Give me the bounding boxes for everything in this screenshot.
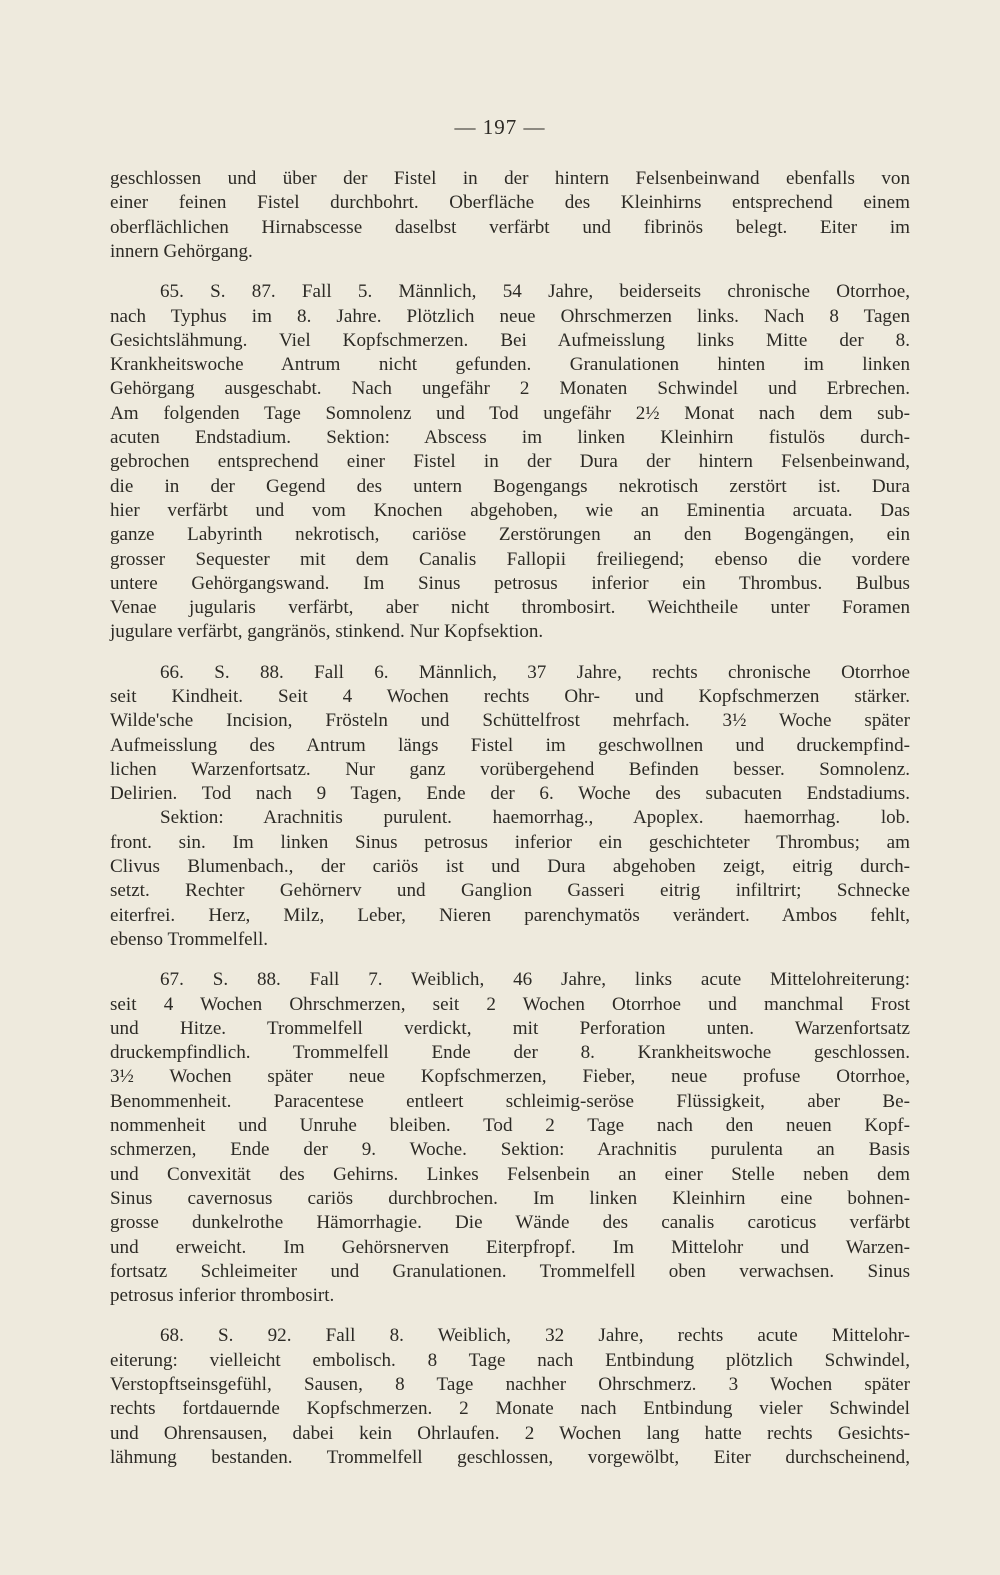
- text-line: Am folgenden Tage Somnolenz und Tod ungefähr 2½ Monat nach dem sub-: [110, 403, 910, 424]
- text-line: schmerzen, Ende der 9. Woche. Sektion: Arachnitis purulenta an Basis: [110, 1139, 910, 1160]
- text-line: grosser Sequester mit dem Canalis Fallopii freiliegend; ebenso die vordere: [110, 549, 910, 570]
- text-line: ebenso Trommelfell.: [110, 929, 269, 950]
- text-line: eiterfrei. Herz, Milz, Leber, Nieren parenchymatös verändert. Ambos fehlt,: [110, 905, 910, 926]
- text-line: ganze Labyrinth nekrotisch, cariöse Zerstörungen an den Bogengängen, ein: [110, 524, 910, 545]
- text-line: innern Gehörgang.: [110, 241, 253, 262]
- text-line: Wilde'sche Incision, Frösteln und Schüttelfrost mehrfach. 3½ Woche später: [110, 710, 910, 731]
- text-line: jugulare verfärbt, gangränös, stinkend. Nur Kopfsektion.: [110, 621, 544, 642]
- text-line: 67. S. 88. Fall 7. Weiblich, 46 Jahre, links acute Mittelohreiterung:: [160, 969, 910, 990]
- text-line: hier verfärbt und vom Knochen abgehoben, wie an Eminentia arcuata. Das: [110, 500, 910, 521]
- text-line: 65. S. 87. Fall 5. Männlich, 54 Jahre, beiderseits chronische Otorrhoe,: [160, 281, 910, 302]
- text-line: Venae jugularis verfärbt, aber nicht thrombosirt. Weichtheile unter Foramen: [110, 597, 910, 618]
- text-line: Krankheitswoche Antrum nicht gefunden. Granulationen hinten im linken: [110, 354, 910, 375]
- text-line: Clivus Blumenbach., der cariös ist und Dura abgehoben zeigt, eitrig durch-: [110, 856, 910, 877]
- text-line: fortsatz Schleimeiter und Granulationen. Trommelfell oben verwachsen. Sinus: [110, 1261, 910, 1282]
- text-line: und erweicht. Im Gehörsnerven Eiterpfropf. Im Mittelohr und Warzen-: [110, 1237, 910, 1258]
- text-line: einer feinen Fistel durchbohrt. Oberfläche des Kleinhirns entsprechend einem: [110, 192, 910, 213]
- text-line: gebrochen entsprechend einer Fistel in der Dura der hintern Felsenbeinwand,: [110, 451, 910, 472]
- text-line: Delirien. Tod nach 9 Tagen, Ende der 6. Woche des subacuten Endstadiums.: [110, 783, 910, 804]
- text-line: Gesichtslähmung. Viel Kopfschmerzen. Bei Aufmeisslung links Mitte der 8.: [110, 330, 910, 351]
- text-line: setzt. Rechter Gehörnerv und Ganglion Gasseri eitrig infiltrirt; Schnecke: [110, 880, 910, 901]
- text-line: untere Gehörgangswand. Im Sinus petrosus inferior ein Thrombus. Bulbus: [110, 573, 910, 594]
- text-line: lichen Warzenfortsatz. Nur ganz vorübergehend Befinden besser. Somnolenz.: [110, 759, 910, 780]
- text-line: Gehörgang ausgeschabt. Nach ungefähr 2 Monaten Schwindel und Erbrechen.: [110, 378, 910, 399]
- text-line: 3½ Wochen später neue Kopfschmerzen, Fieber, neue profuse Otorrhoe,: [110, 1066, 910, 1087]
- text-line: grosse dunkelrothe Hämorrhagie. Die Wände des canalis caroticus verfärbt: [110, 1212, 910, 1233]
- text-line: geschlossen und über der Fistel in der hintern Felsenbeinwand ebenfalls von: [110, 168, 910, 189]
- text-line: druckempfindlich. Trommelfell Ende der 8. Krankheitswoche geschlossen.: [110, 1042, 910, 1063]
- text-line: und Convexität des Gehirns. Linkes Felsenbein an einer Stelle neben dem: [110, 1164, 910, 1185]
- text-line: nach Typhus im 8. Jahre. Plötzlich neue Ohrschmerzen links. Nach 8 Tagen: [110, 306, 910, 327]
- text-line: Verstopftseinsgefühl, Sausen, 8 Tage nachher Ohrschmerz. 3 Wochen später: [110, 1374, 910, 1395]
- text-line: eiterung: vielleicht embolisch. 8 Tage nach Entbindung plötzlich Schwindel,: [110, 1350, 910, 1371]
- text-line: seit 4 Wochen Ohrschmerzen, seit 2 Wochen Otorrhoe und manchmal Frost: [110, 994, 910, 1015]
- text-line: und Hitze. Trommelfell verdickt, mit Perforation unten. Warzenfortsatz: [110, 1018, 910, 1039]
- text-line: seit Kindheit. Seit 4 Wochen rechts Ohr- und Kopfschmerzen stärker.: [110, 686, 910, 707]
- text-line: 66. S. 88. Fall 6. Männlich, 37 Jahre, rechts chronische Otorrhoe: [160, 662, 910, 683]
- text-line: nommenheit und Unruhe bleiben. Tod 2 Tage nach den neuen Kopf-: [110, 1115, 910, 1136]
- text-line: Sinus cavernosus cariös durchbrochen. Im linken Kleinhirn eine bohnen-: [110, 1188, 910, 1209]
- text-line: lähmung bestanden. Trommelfell geschlossen, vorgewölbt, Eiter durchscheinend,: [110, 1447, 910, 1468]
- text-line: 68. S. 92. Fall 8. Weiblich, 32 Jahre, rechts acute Mittelohr-: [160, 1325, 910, 1346]
- text-line: die in der Gegend des untern Bogengangs nekrotisch zerstört ist. Dura: [110, 476, 910, 497]
- text-line: rechts fortdauernde Kopfschmerzen. 2 Monate nach Entbindung vieler Schwindel: [110, 1398, 910, 1419]
- text-line: Aufmeisslung des Antrum längs Fistel im geschwollnen und druckempfind-: [110, 735, 910, 756]
- text-line: front. sin. Im linken Sinus petrosus inferior ein geschichteter Thrombus; am: [110, 832, 910, 853]
- text-line: acuten Endstadium. Sektion: Abscess im linken Kleinhirn fistulös durch-: [110, 427, 910, 448]
- page-number: — 197 —: [454, 115, 546, 139]
- text-line: petrosus inferior thrombosirt.: [110, 1285, 335, 1306]
- text-line: Sektion: Arachnitis purulent. haemorrhag., Apoplex. haemorrhag. lob.: [160, 807, 910, 828]
- text-line: und Ohrensausen, dabei kein Ohrlaufen. 2 Wochen lang hatte rechts Gesichts-: [110, 1423, 910, 1444]
- text-line: Benommenheit. Paracentese entleert schleimig-seröse Flüssigkeit, aber Be-: [110, 1091, 910, 1112]
- text-line: oberflächlichen Hirnabscesse daselbst verfärbt und fibrinös belegt. Eiter im: [110, 217, 910, 238]
